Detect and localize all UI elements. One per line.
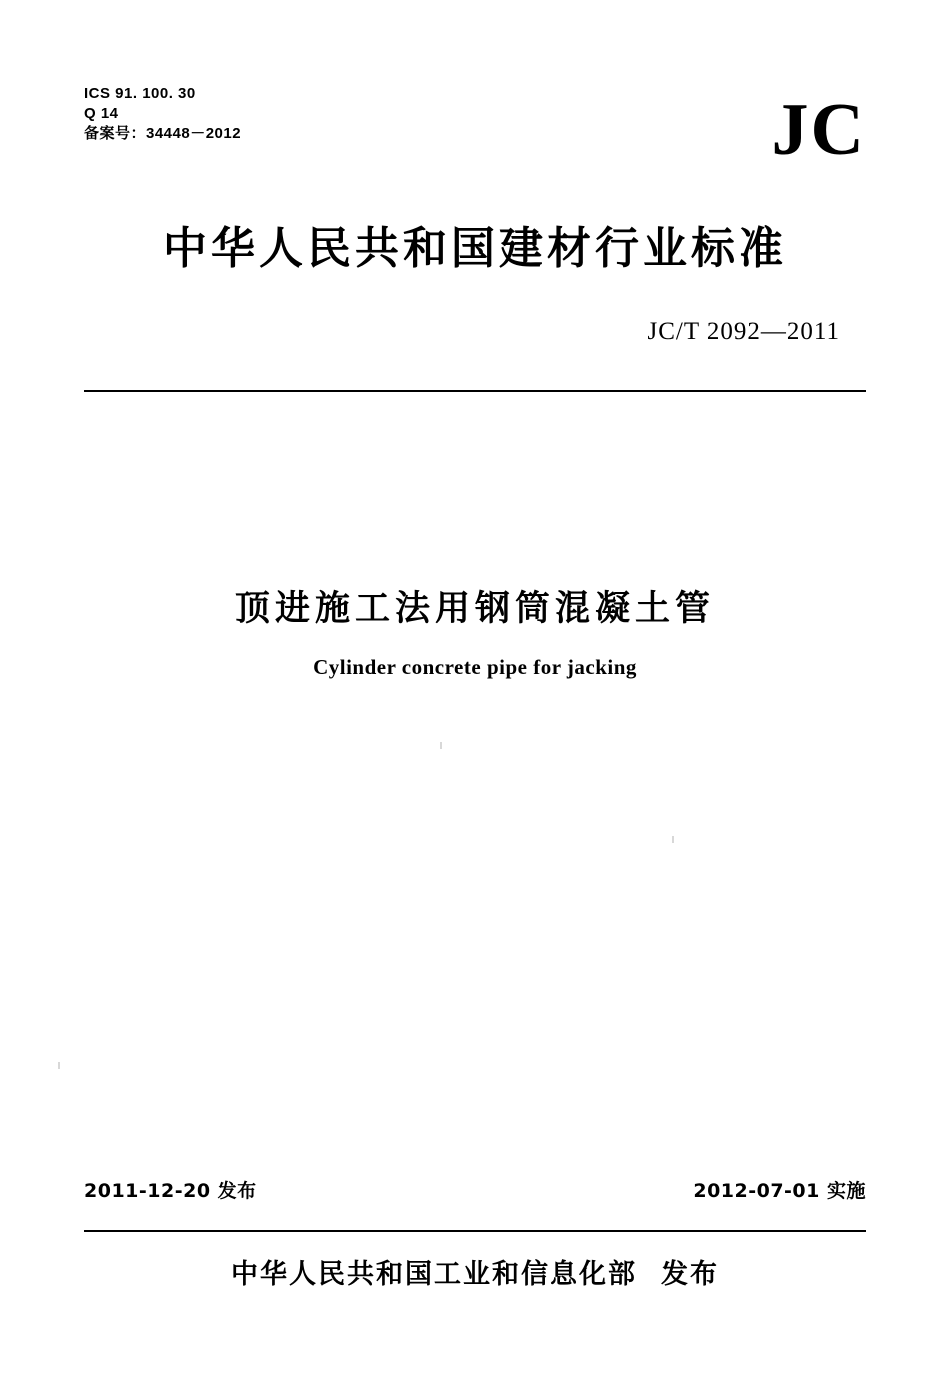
scan-speck <box>672 836 674 843</box>
divider-top <box>84 390 866 392</box>
divider-bottom <box>84 1230 866 1232</box>
classification-code: Q 14 <box>84 105 119 122</box>
issue-date: 2011-12-20 发布 <box>84 1180 257 1202</box>
document-title-english: Cylinder concrete pipe for jacking <box>313 655 637 679</box>
scan-speck <box>440 742 442 749</box>
scan-speck <box>58 1062 60 1069</box>
publisher-verb: 发布 <box>661 1259 719 1290</box>
ics-code: ICS 91. 100. 30 <box>84 85 196 102</box>
jc-logo: JC <box>771 89 866 171</box>
effective-date: 2012-07-01 实施 <box>693 1180 866 1202</box>
document-title-chinese: 顶进施工法用钢筒混凝土管 <box>234 589 715 630</box>
publisher-name: 中华人民共和国工业和信息化部 <box>231 1259 637 1290</box>
document-meta-block <box>84 84 241 144</box>
standard-number: JC/T 2092—2011 <box>647 318 840 345</box>
issuing-body-title: 中华人民共和国建材行业标准 <box>163 223 787 274</box>
record-number: 备案号：34448－2012 <box>84 125 242 142</box>
publisher-line <box>0 1252 950 1291</box>
